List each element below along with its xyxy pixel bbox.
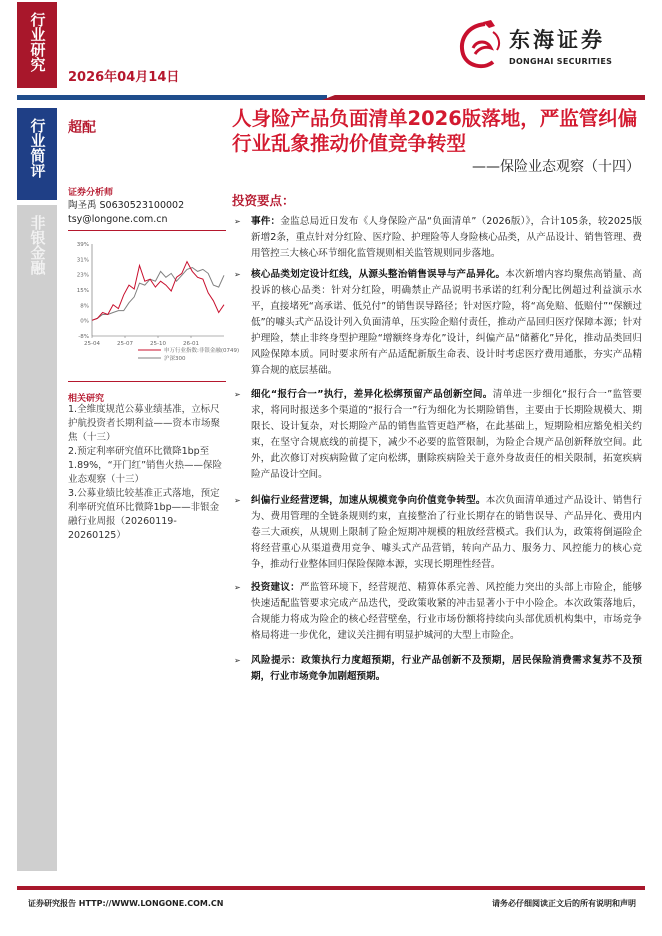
rating: 超配 [68, 120, 96, 136]
footer-right: 请务必仔细阅读正文后的所有说明和声明 [492, 899, 636, 908]
related-research-heading: 相关研究 [68, 394, 105, 404]
key-point-investment [232, 580, 642, 644]
x-tick-label: 25-10 [150, 341, 166, 347]
key-point-text: 本次负面清单通过产品设计、销售行为、费用管理的全链条规则约束，直接整治了行业长期存在的销售误导、产品异化、费用内卷三大顽疾，从规则上限制了险企短期冲规模的粗放经营模式。我们认为，政策将倒逼险企将经营重心从渠道费用竞争、噱头式产品营销，转向产品力、服务力、风控能力的核心竞争，推动行业整体回归保险保障本源，实现长期理性经营。 [251, 495, 643, 570]
key-point-industry [232, 493, 642, 573]
related-item[interactable]: 1.全维度规范公募业绩基准，立标尺护航投资者长期利益——资本市场聚焦（十三） [68, 404, 221, 443]
key-point-text: 严监管环境下，经营规范、精算体系完善、风控能力突出的头部上市险企，能够快速适配监管要求完成产品迭代，受政策收紧的冲击显著小于中小险企。本次政策落地后，合规能力将成为险企的核心经营壁垒，行业市场份额将持续向头部优质机构集中，市场竞争格局将进一步优化，建议关注拥有明显护城河的大型上市险企。 [251, 582, 643, 641]
header-divider-red [322, 95, 645, 100]
arrow-bullet-icon: ➢ [234, 656, 241, 665]
key-point-sales [232, 387, 642, 483]
key-point-lead: 事件： [251, 216, 281, 227]
legend-label: 沪深300 [164, 356, 186, 362]
x-tick-label: 26-01 [183, 341, 199, 347]
key-point-lead: 风险提示：政策执行力度超预期，行业产品创新不及预期，居民保险消费需求复苏不及预期，行业市场竞争加剧超预期。 [251, 655, 642, 682]
series-line [92, 268, 224, 321]
x-tick-label: 25-04 [84, 341, 100, 347]
report-subtitle: ——保险业态观察（十四） [472, 159, 640, 175]
y-tick-label: 39% [76, 242, 89, 248]
arrow-bullet-icon: ➢ [234, 583, 241, 592]
key-point-lead: 纠偏行业经营逻辑，加速从规模竞争向价值竞争转型。 [251, 495, 486, 506]
company-logo [455, 18, 612, 72]
analyst-email[interactable]: tsy@longone.com.cn [68, 214, 168, 225]
key-point-event [232, 214, 642, 262]
related-item[interactable]: 2.预定利率研究值环比微降1bp至1.89%，“开门红”销售火热——保险业态观察（十三） [68, 446, 223, 485]
key-point-text: 金监总局近日发布《人身保险产品“负面清单”（2026版）》，合计105条，较2025版新增2条，重点针对分红险、医疗险、护理险等人身险核心品类，从产品设计、销售管理、费用管控三大核心环节细化监管规则相关监管规则同步落地。 [251, 216, 642, 259]
footer-left[interactable]: 证券研究报告 HTTP://WWW.LONGONE.COM.CN [28, 899, 224, 908]
analyst-name: 陶圣禹 S0630523100002 [68, 200, 185, 211]
key-point-text: 清单进一步细化“报行合一”监管要求，将同时报送多个渠道的“报行合一”行为细化为长期险销售，主要由于长期险规模大、期限长、设计复杂，对长期险产品的销售监管更趋严格，在此基础上，短期险相应豁免相关约束，在坚守合规底线的前提下，减少不必要的监管限制，为险企合规产品创新释放空间。此外，此次修订对疾病险做了定向松绑，删除疾病险关于意外身故责任的相关限制，拓宽疾病险产品设计空间。 [251, 389, 642, 480]
analyst-info [68, 199, 184, 227]
related-item[interactable]: 3.公募业绩比较基准正式落地，预定利率研究值环比微降1bp——非银金融行业周报（20260119-20260125） [68, 488, 220, 541]
related-research-list [68, 403, 228, 543]
category-tag: 行业研究 [17, 2, 57, 88]
arrow-bullet-icon: ➢ [234, 496, 241, 505]
divider [68, 230, 226, 231]
y-tick-label: 31% [76, 257, 89, 264]
legend-label: 申万行业指数:非银金融(0749) [164, 348, 240, 354]
key-points-heading: 投资要点： [232, 193, 295, 208]
performance-chart [66, 236, 240, 376]
key-point-lead: 核心品类划定设计红线，从源头整治销售误导与产品异化。 [251, 269, 506, 280]
logo-en: DONGHAI SECURITIES [509, 57, 613, 66]
footer-divider [17, 886, 645, 890]
key-point-lead: 细化“报行合一”执行，差异化松绑预留产品创新空间。 [251, 389, 493, 400]
report-title: 人身险产品负面清单2026版落地，严监管纠偏行业乱象推动价值竞争转型 [232, 107, 638, 155]
y-tick-label: 8% [80, 303, 89, 310]
logo-cn: 东海证券 [509, 28, 605, 52]
sector-tag: 非银金融 [17, 205, 57, 871]
y-tick-label: 23% [76, 272, 89, 279]
x-tick-label: 25-07 [117, 341, 133, 347]
arrow-bullet-icon: ➢ [234, 217, 241, 226]
key-point-lead: 投资建议： [251, 582, 300, 593]
arrow-bullet-icon: ➢ [234, 390, 241, 399]
report-date: 2026年04月14日 [68, 70, 180, 85]
y-tick-label: -8% [78, 334, 89, 340]
key-point-product [232, 267, 642, 379]
key-point-risk [232, 653, 642, 685]
report-type-tag: 行业简评 [17, 108, 57, 200]
y-tick-label: 15% [76, 288, 89, 294]
dragon-logo-icon [455, 18, 505, 72]
key-point-text: 本次新增内容均聚焦高销量、高投诉的核心品类：针对分红险，明确禁止产品说明书承诺的红利分配比例超过利益演示水平，直接堵死“高承诺、低兑付”的销售误导路径；针对医疗险，将“高免赔、低赔付”“保额过低”的噱头式产品设计列入负面清单，压实险企赔付责任，推动产品回归医疗保障本源；针对护理险，禁止非终身型护理险“增额终身寿化”设计，纠偏产品“储蓄化”异化，推动品类回归风险保障本质。同时要求所有产品适配新版生命表、设计时考虑医疗费用通胀，夯实产品精算合规的底层基础。 [251, 269, 643, 376]
arrow-bullet-icon: ➢ [234, 270, 241, 279]
header-divider-blue [17, 95, 327, 100]
y-tick-label: 0% [80, 318, 89, 325]
divider [68, 381, 226, 382]
analyst-heading: 证券分析师 [68, 188, 114, 198]
